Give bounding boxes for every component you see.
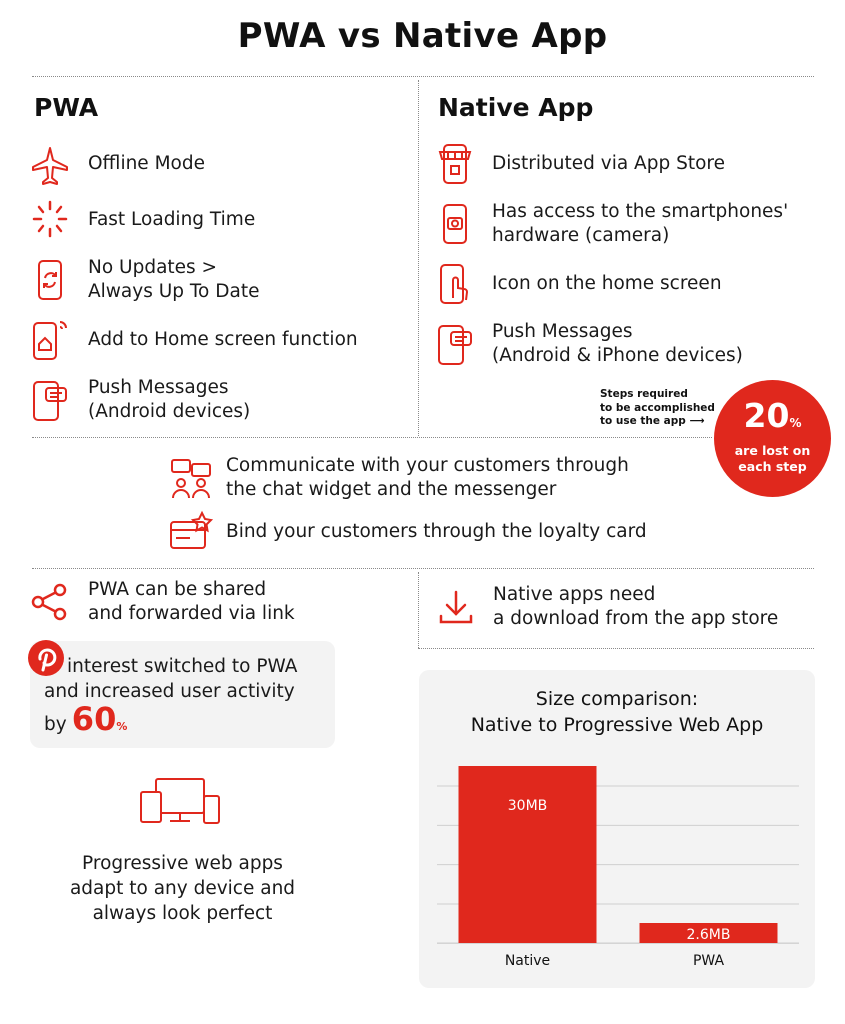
bar-value-label: 30MB: [507, 798, 548, 814]
phone-touch-icon: [435, 262, 475, 306]
pinterest-line1: interest switched to PWA: [67, 656, 298, 677]
pwa-item-fast-loading: Fast Loading Time: [88, 209, 256, 230]
loss-badge: 20% are lost on each step: [714, 380, 831, 497]
native-heading: Native App: [438, 93, 594, 122]
pwa-item-offline: Offline Mode: [88, 153, 205, 174]
divider: [418, 648, 814, 649]
pwa-heading: PWA: [34, 93, 99, 122]
phone-home-icon: [30, 318, 70, 362]
phone-message-icon: [30, 378, 70, 422]
bar-chart: [419, 740, 815, 980]
loading-spinner-icon: [30, 198, 70, 242]
chat-widget-icon: [168, 456, 214, 500]
divider: [32, 437, 712, 438]
pwa-item-home-screen: Add to Home screen function: [88, 329, 358, 350]
category-label: PWA: [692, 953, 725, 969]
shared-item-chat: Communicate with your customers through the chat widget and the messenger: [226, 455, 629, 500]
phone-camera-icon: [435, 202, 475, 246]
page-title: PWA vs Native App: [237, 16, 608, 56]
native-item-app-store: Distributed via App Store: [492, 153, 725, 174]
divider: [32, 76, 814, 77]
native-item-push: Push Messages (Android & iPhone devices): [492, 321, 743, 366]
phone-refresh-icon: [30, 258, 70, 302]
steps-note: Steps required to be accomplished to use the app ⟶: [600, 388, 715, 427]
shared-item-loyalty: Bind your customers through the loyalty card: [226, 521, 647, 542]
download-icon: [436, 586, 476, 630]
loyalty-card-icon: [168, 510, 214, 554]
devices-text: Progressive web apps adapt to any device and always look perfect: [69, 853, 296, 924]
bar-native: [459, 766, 597, 943]
pinterest-line2: and increased user activity: [44, 681, 295, 702]
column-divider: [418, 572, 419, 648]
divider: [32, 568, 814, 569]
phone-store-icon: [435, 142, 475, 186]
pinterest-stat: by 60%: [44, 700, 128, 738]
column-divider: [418, 80, 419, 436]
pwa-item-updates: No Updates > Always Up To Date: [88, 257, 260, 302]
airplane-icon: [30, 144, 70, 188]
download-text: Native apps need a download from the app store: [493, 584, 779, 629]
bar-value-label: 2.6MB: [686, 927, 731, 943]
devices-icon: [138, 776, 224, 826]
category-label: Native: [504, 953, 551, 969]
arrow-right-icon: ⟶: [689, 415, 705, 427]
pinterest-logo-icon: [28, 640, 64, 676]
chart-title: Size comparison: Native to Progressive Web App: [470, 688, 764, 736]
native-item-hardware: Has access to the smartphones' hardware (camera): [492, 201, 789, 246]
phone-message-icon: [435, 322, 475, 366]
share-text: PWA can be shared and forwarded via link: [88, 579, 295, 624]
pwa-item-push: Push Messages (Android devices): [88, 377, 251, 422]
share-icon: [30, 580, 70, 624]
native-item-icon-home: Icon on the home screen: [492, 273, 722, 294]
